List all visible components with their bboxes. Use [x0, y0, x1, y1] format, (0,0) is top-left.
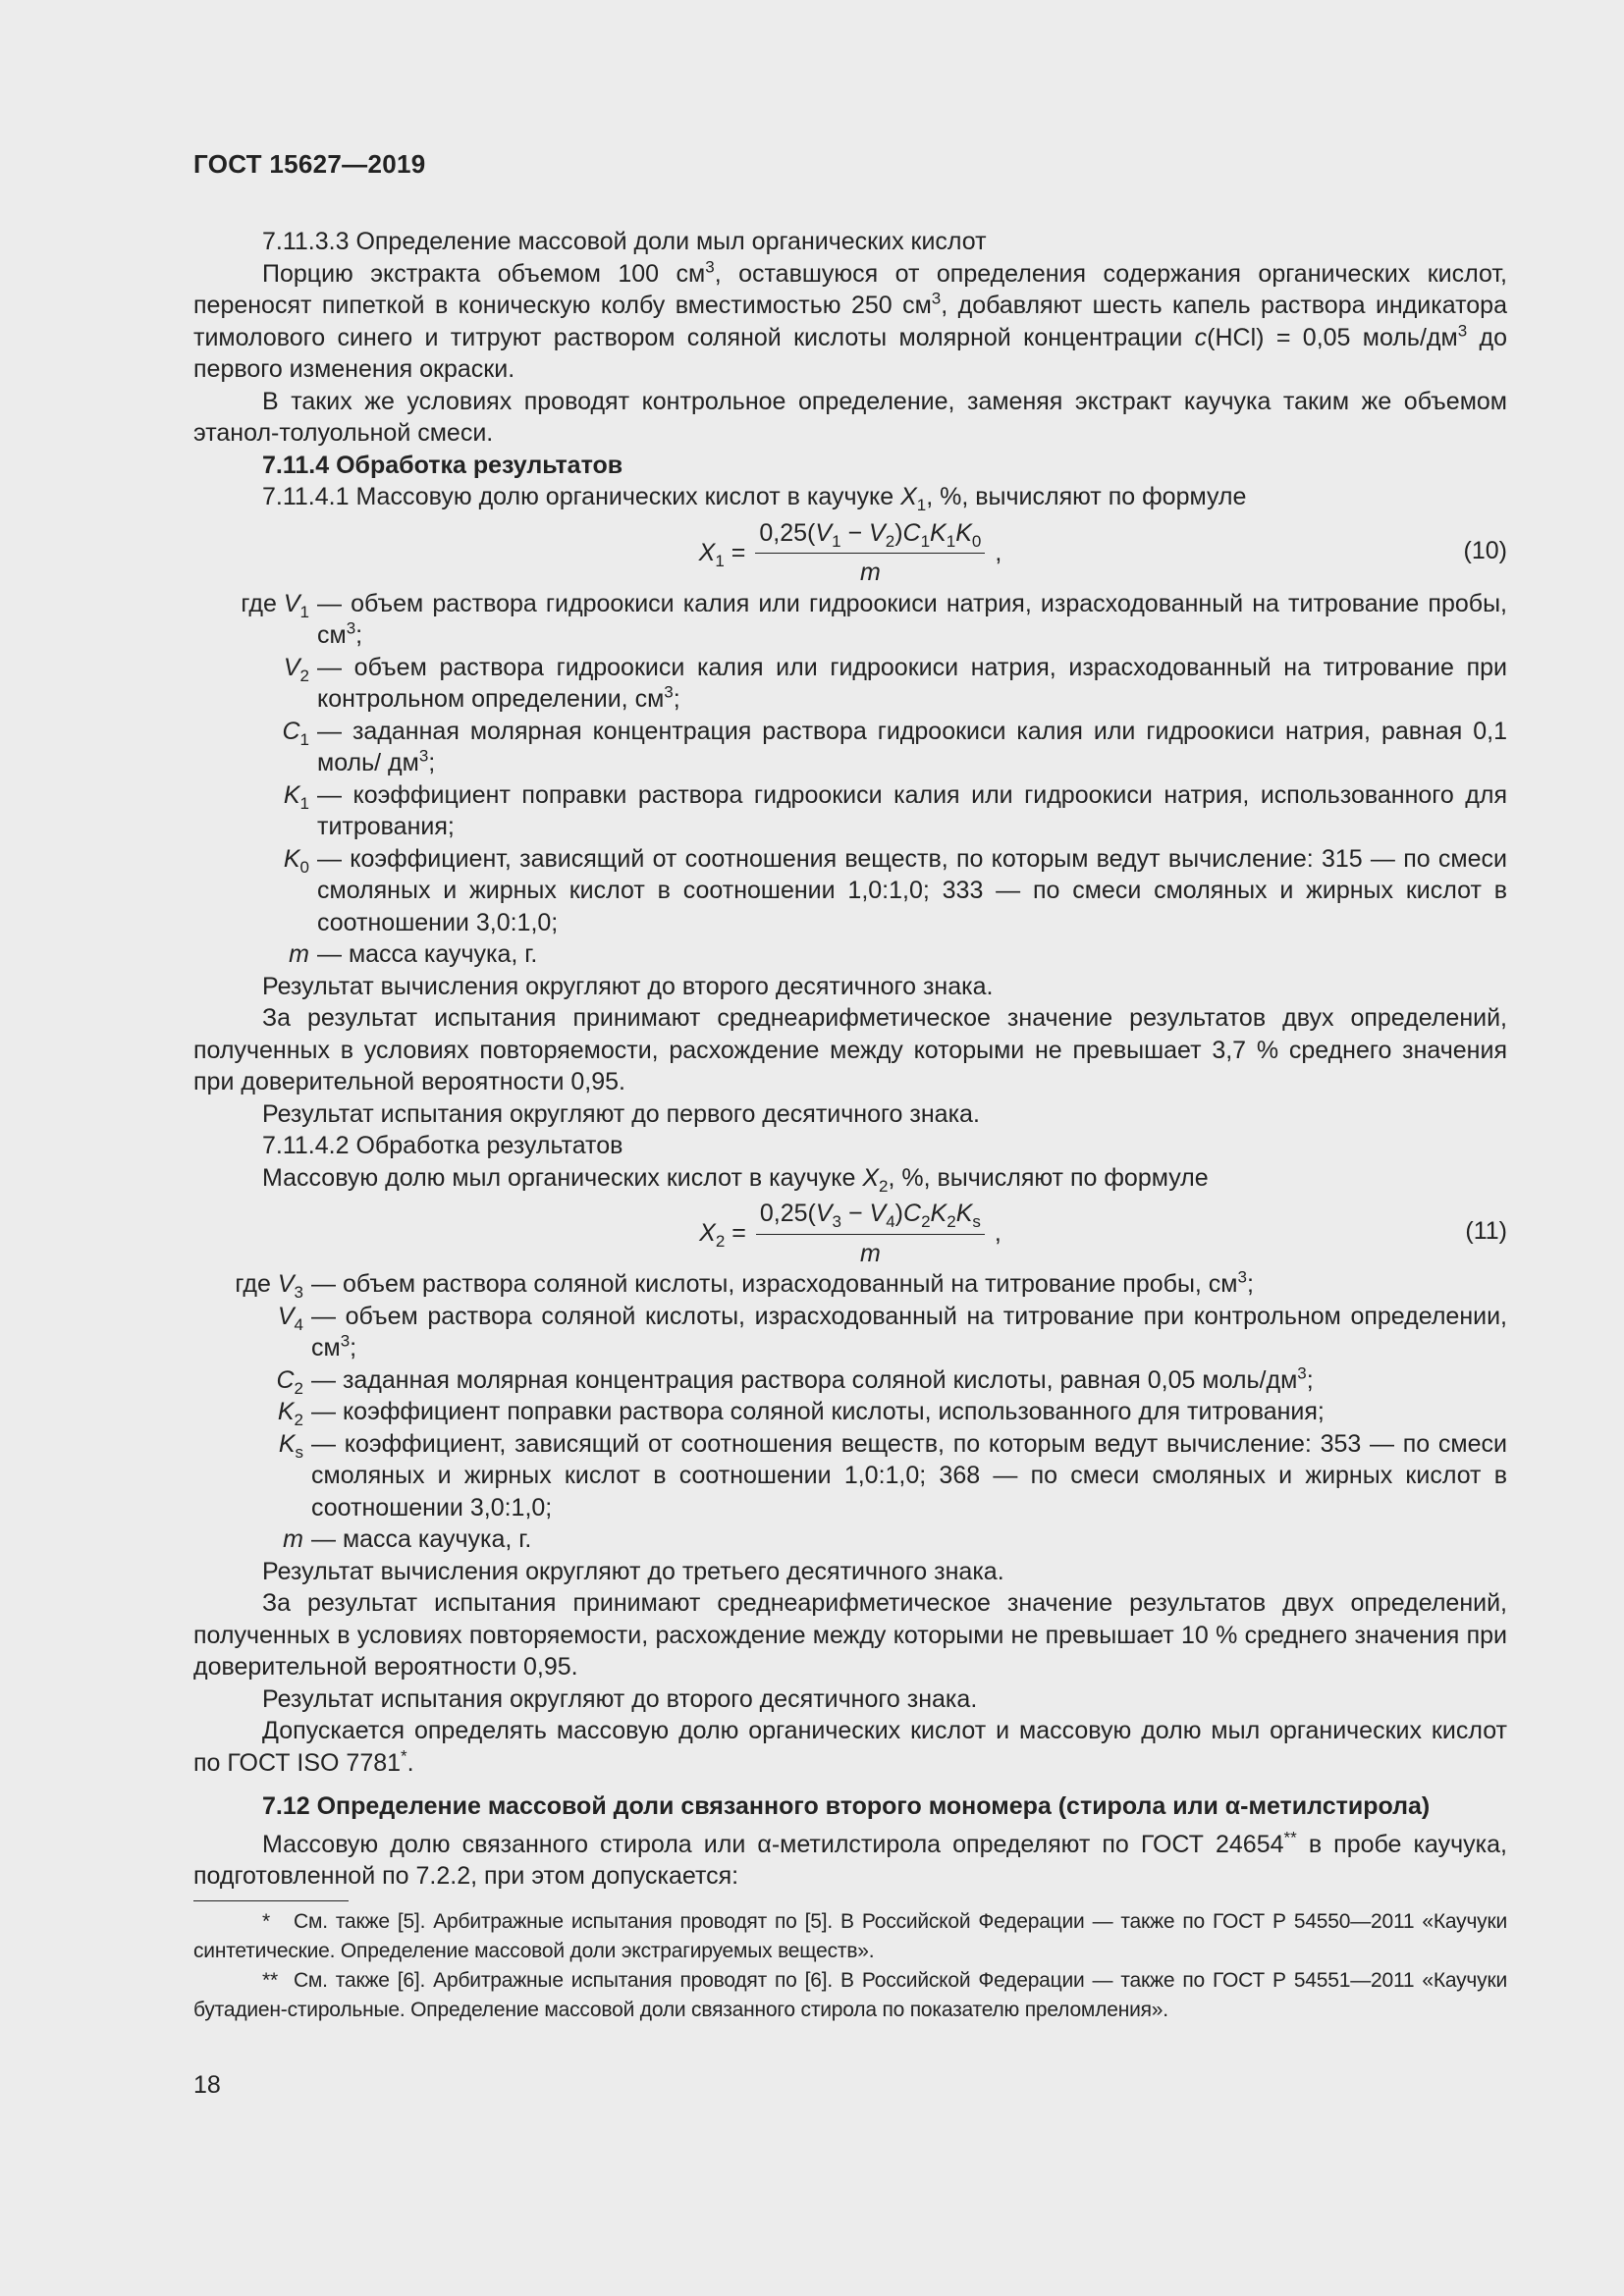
formula-lhs: $X_1$ = [698, 538, 746, 570]
formula-number: (11) [1465, 1217, 1507, 1245]
definition-item: $C_1$ — заданная молярная концентрация раствора гидроокиси калия или гидроокиси натрия, равная 0,1 моль/ $дм^3$; [282, 717, 1507, 776]
document-header: ГОСТ 15627—2019 [193, 149, 426, 179]
definition-item: m — масса каучука, г. [283, 1525, 532, 1553]
footnote: * См. также [5]. Арбитражные испытания проводят по [5]. В Российской Федерации — также по ГОСТ Р 54550—2011 «Каучуки синтетические. Определение массовой доли экстрагируемых веществ». [193, 1909, 1508, 1962]
definition-item: $V_4$ — объем раствора соляной кислоты, израсходованный на титрование при контрольном определении, $см^3$; [277, 1302, 1507, 1362]
paragraph: Допускается определять массовую долю органических кислот и массовую долю мыл органических кислот по ГОСТ ISO 7781*. [193, 1717, 1507, 1777]
definition-item: $K_0$ — коэффициент, зависящий от соотношения веществ, по которым ведут вычисление: 315 — по смеси смоляных и жирных кислот в соотношении 1,0:1,0; 333 — по смеси смоляных и жирных кислот в соотношении 3,0:1,0; [283, 844, 1507, 936]
formula-10: $X_1$ = $\frac{0,25(V_1 - V_2)C_1K_1K_0}{m}$ , (10) [193, 517, 1507, 586]
section-heading: 7.12 Определение массовой доли связанного второго мономера (стирола или α-метилстирола) [262, 1792, 1431, 1820]
section-heading: 7.11.4 Обработка результатов [262, 451, 623, 479]
page-number: 18 [193, 2071, 221, 2099]
paragraph: Массовую долю связанного стирола или α-метилстирола определяют по ГОСТ 24654** в пробе каучука, подготовленной по 7.2.2, при этом допускается: [193, 1828, 1507, 1890]
formula-number: (10) [1463, 536, 1507, 564]
paragraph: 7.11.4.1 Массовую долю органических кислот в каучуке $X_1$, %, вычисляют по формуле [262, 483, 1247, 514]
section-heading: 7.11.4.2 Обработка результатов [262, 1132, 623, 1159]
formula-definitions [193, 1268, 1507, 1556]
definition-item: $K_1$ — коэффициент поправки раствора гидроокиси калия или гидроокиси натрия, использованного для титрования; [283, 780, 1507, 840]
definition-item: $K_2$ — коэффициент поправки раствора соляной кислоты, использованного для титрования; [277, 1398, 1325, 1429]
section-heading: 7.11.3.3 Определение массовой доли мыл органических кислот [262, 228, 987, 255]
formula-11: $X_2$ = $\frac{0,25(V_3 - V_4)C_2K_2K_s}{m}$ , (11) [193, 1198, 1507, 1266]
paragraph: Результат вычисления округляют до третьего десятичного знака. [262, 1557, 1004, 1585]
paragraph: Порцию экстракта объемом 100 $см^3$, оставшуюся от определения содержания органических кислот, переносят пипеткой в коническую колбу вместимостью 250 $см^3$, добавляют шесть капель раствора индикатора тимолового синего и титруют раствором соляной кислоты молярной концентрации с(HCl) = 0,05 моль/$дм^3$ до первого изменения окраски. [193, 257, 1508, 383]
paragraph: В таких же условиях проводят контрольное определение, заменяя экстракт каучука таким же объемом этанол-толуольной смеси. [193, 387, 1507, 447]
formula-lhs: $X_2$ = [699, 1219, 746, 1252]
paragraph: За результат испытания принимают среднеарифметическое значение результатов двух определений, полученных в условиях повторяемости, расхождение между которыми не превышает 10 % среднего значения при доверительной вероятности 0,95. [193, 1589, 1507, 1681]
formula-fraction: $\frac{0,25(V_3 - V_4)C_2K_2K_s}{m}$ [756, 1198, 985, 1269]
footnote-divider [193, 1900, 349, 1901]
definition-item: $C_2$ — заданная молярная концентрация раствора соляной кислоты, равная 0,05 моль/$дм^3$; [276, 1363, 1314, 1398]
definition-item: $V_2$ — объем раствора гидроокиси калия или гидроокиси натрия, израсходованный на титрование при контрольном определении, $см^3$; [283, 653, 1507, 713]
definition-item: m — масса каучука, г. [289, 940, 538, 968]
definition-item: где $V_3$ — объем раствора соляной кислоты, израсходованный на титрование пробы, $см^3$; [235, 1267, 1254, 1302]
paragraph: Результат испытания округляют до первого десятичного знака. [262, 1099, 980, 1128]
paragraph: За результат испытания принимают среднеарифметическое значение результатов двух определений, полученных в условиях повторяемости, расхождение между которыми не превышает 3,7 % среднего значения при доверительной вероятности 0,95. [193, 1004, 1507, 1095]
definition-item: $K_s$ — коэффициент, зависящий от соотношения веществ, по которым ведут вычисление: 353 — по смеси смоляных и жирных кислот в соотношении 1,0:1,0; 368 — по смеси смоляных и жирных кислот в соотношении 3,0:1,0; [278, 1429, 1507, 1522]
paragraph: Результат вычисления округляют до второго десятичного знака. [262, 972, 994, 1000]
footnote: ** См. также [6]. Арбитражные испытания проводят по [6]. В Российской Федерации — также по ГОСТ Р 54551—2011 «Каучуки бутадиен-стирольные. Определение массовой доли связанного стирола по показателю преломления». [193, 1968, 1507, 2021]
formula-definitions [193, 588, 1507, 971]
paragraph: Массовую долю мыл органических кислот в каучуке $X_2$, %, вычисляют по формуле [262, 1163, 1209, 1196]
definition-item: где $V_1$ — объем раствора гидроокиси калия или гидроокиси натрия, израсходованный на титрование пробы, $см^3$; [241, 589, 1507, 649]
formula-fraction: $\frac{0,25(V_1 - V_2)C_1K_1K_0}{m}$ [755, 517, 985, 589]
page-content [193, 226, 1507, 2025]
paragraph: Результат испытания округляют до второго десятичного знака. [262, 1684, 978, 1713]
